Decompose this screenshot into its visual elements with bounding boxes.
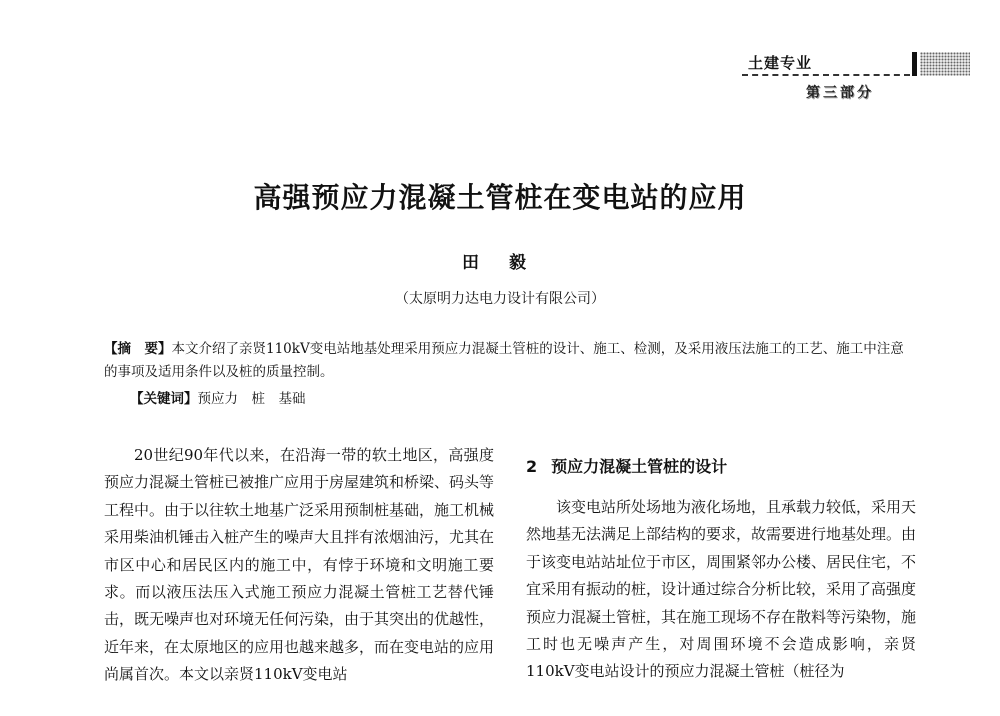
header-marker-bar (912, 52, 917, 76)
section-2-heading (526, 454, 727, 477)
header-category: 土建专业 (748, 54, 813, 72)
header-dashed-rule (742, 74, 910, 76)
header-section-label: 第三部分 (806, 85, 874, 101)
section-2-number: 2 (526, 457, 538, 476)
keywords-text: 预应力 桩 基础 (197, 391, 306, 407)
article-author: 田 毅 (462, 253, 538, 273)
section-2-title: 预应力混凝土管桩的设计 (551, 457, 728, 476)
section-2-paragraph: 该变电站所处场地为液化场地，且承载力较低，采用天然地基无法满足上部结构的要求，故需要进行地基处理。由于该变电站站址位于市区，周围紧邻办公楼、居民住宅，不宜采用有振动的桩，设计通过综合分析比较，采用了高强度预应力混凝土管桩，其在施工现场不存在散料等污染物，施工时也无噪声产生，对周围环境不会造成影响，亲贤110kV变电站设计的预应力混凝土管桩（桩径为 (526, 498, 917, 681)
header-stipple-decoration (920, 52, 970, 76)
body-right-column (526, 494, 916, 686)
body-left-column (104, 442, 494, 689)
abstract-block (104, 338, 916, 384)
keywords-block (130, 388, 306, 411)
abstract-text: 本文介绍了亲贤110kV变电站地基处理采用预应力混凝土管桩的设计、施工、检测，及采用液压法施工的工艺、施工中注意的事项及适用条件以及桩的质量控制。 (104, 341, 904, 380)
article-affiliation: （太原明力达电力设计有限公司） (395, 291, 605, 307)
intro-paragraph: 20世纪90年代以来，在沿海一带的软土地区，高强度预应力混凝土管桩已被推广应用于房屋建筑和桥梁、码头等工程中。由于以往软土地基广泛采用预制桩基础，施工机械采用柴油机锤击入桩产生的噪声大且拌有浓烟油污，尤其在市区中心和居民区内的施工中，有悖于环境和文明施工要求。而以液压法压入式施工预应力混凝土管桩工艺替代锤击，既无噪声也对环境无任何污染，由于其突出的优越性，近年来，在太原地区的应用也越来越多，而在变电站的应用尚属首次。本文以亲贤110kV变电站 (104, 446, 495, 684)
article-title: 高强预应力混凝土管桩在变电站的应用 (253, 181, 747, 214)
running-header (742, 50, 972, 110)
abstract-label: 【摘 要】 (104, 341, 172, 357)
keywords-label: 【关键词】 (130, 391, 198, 407)
